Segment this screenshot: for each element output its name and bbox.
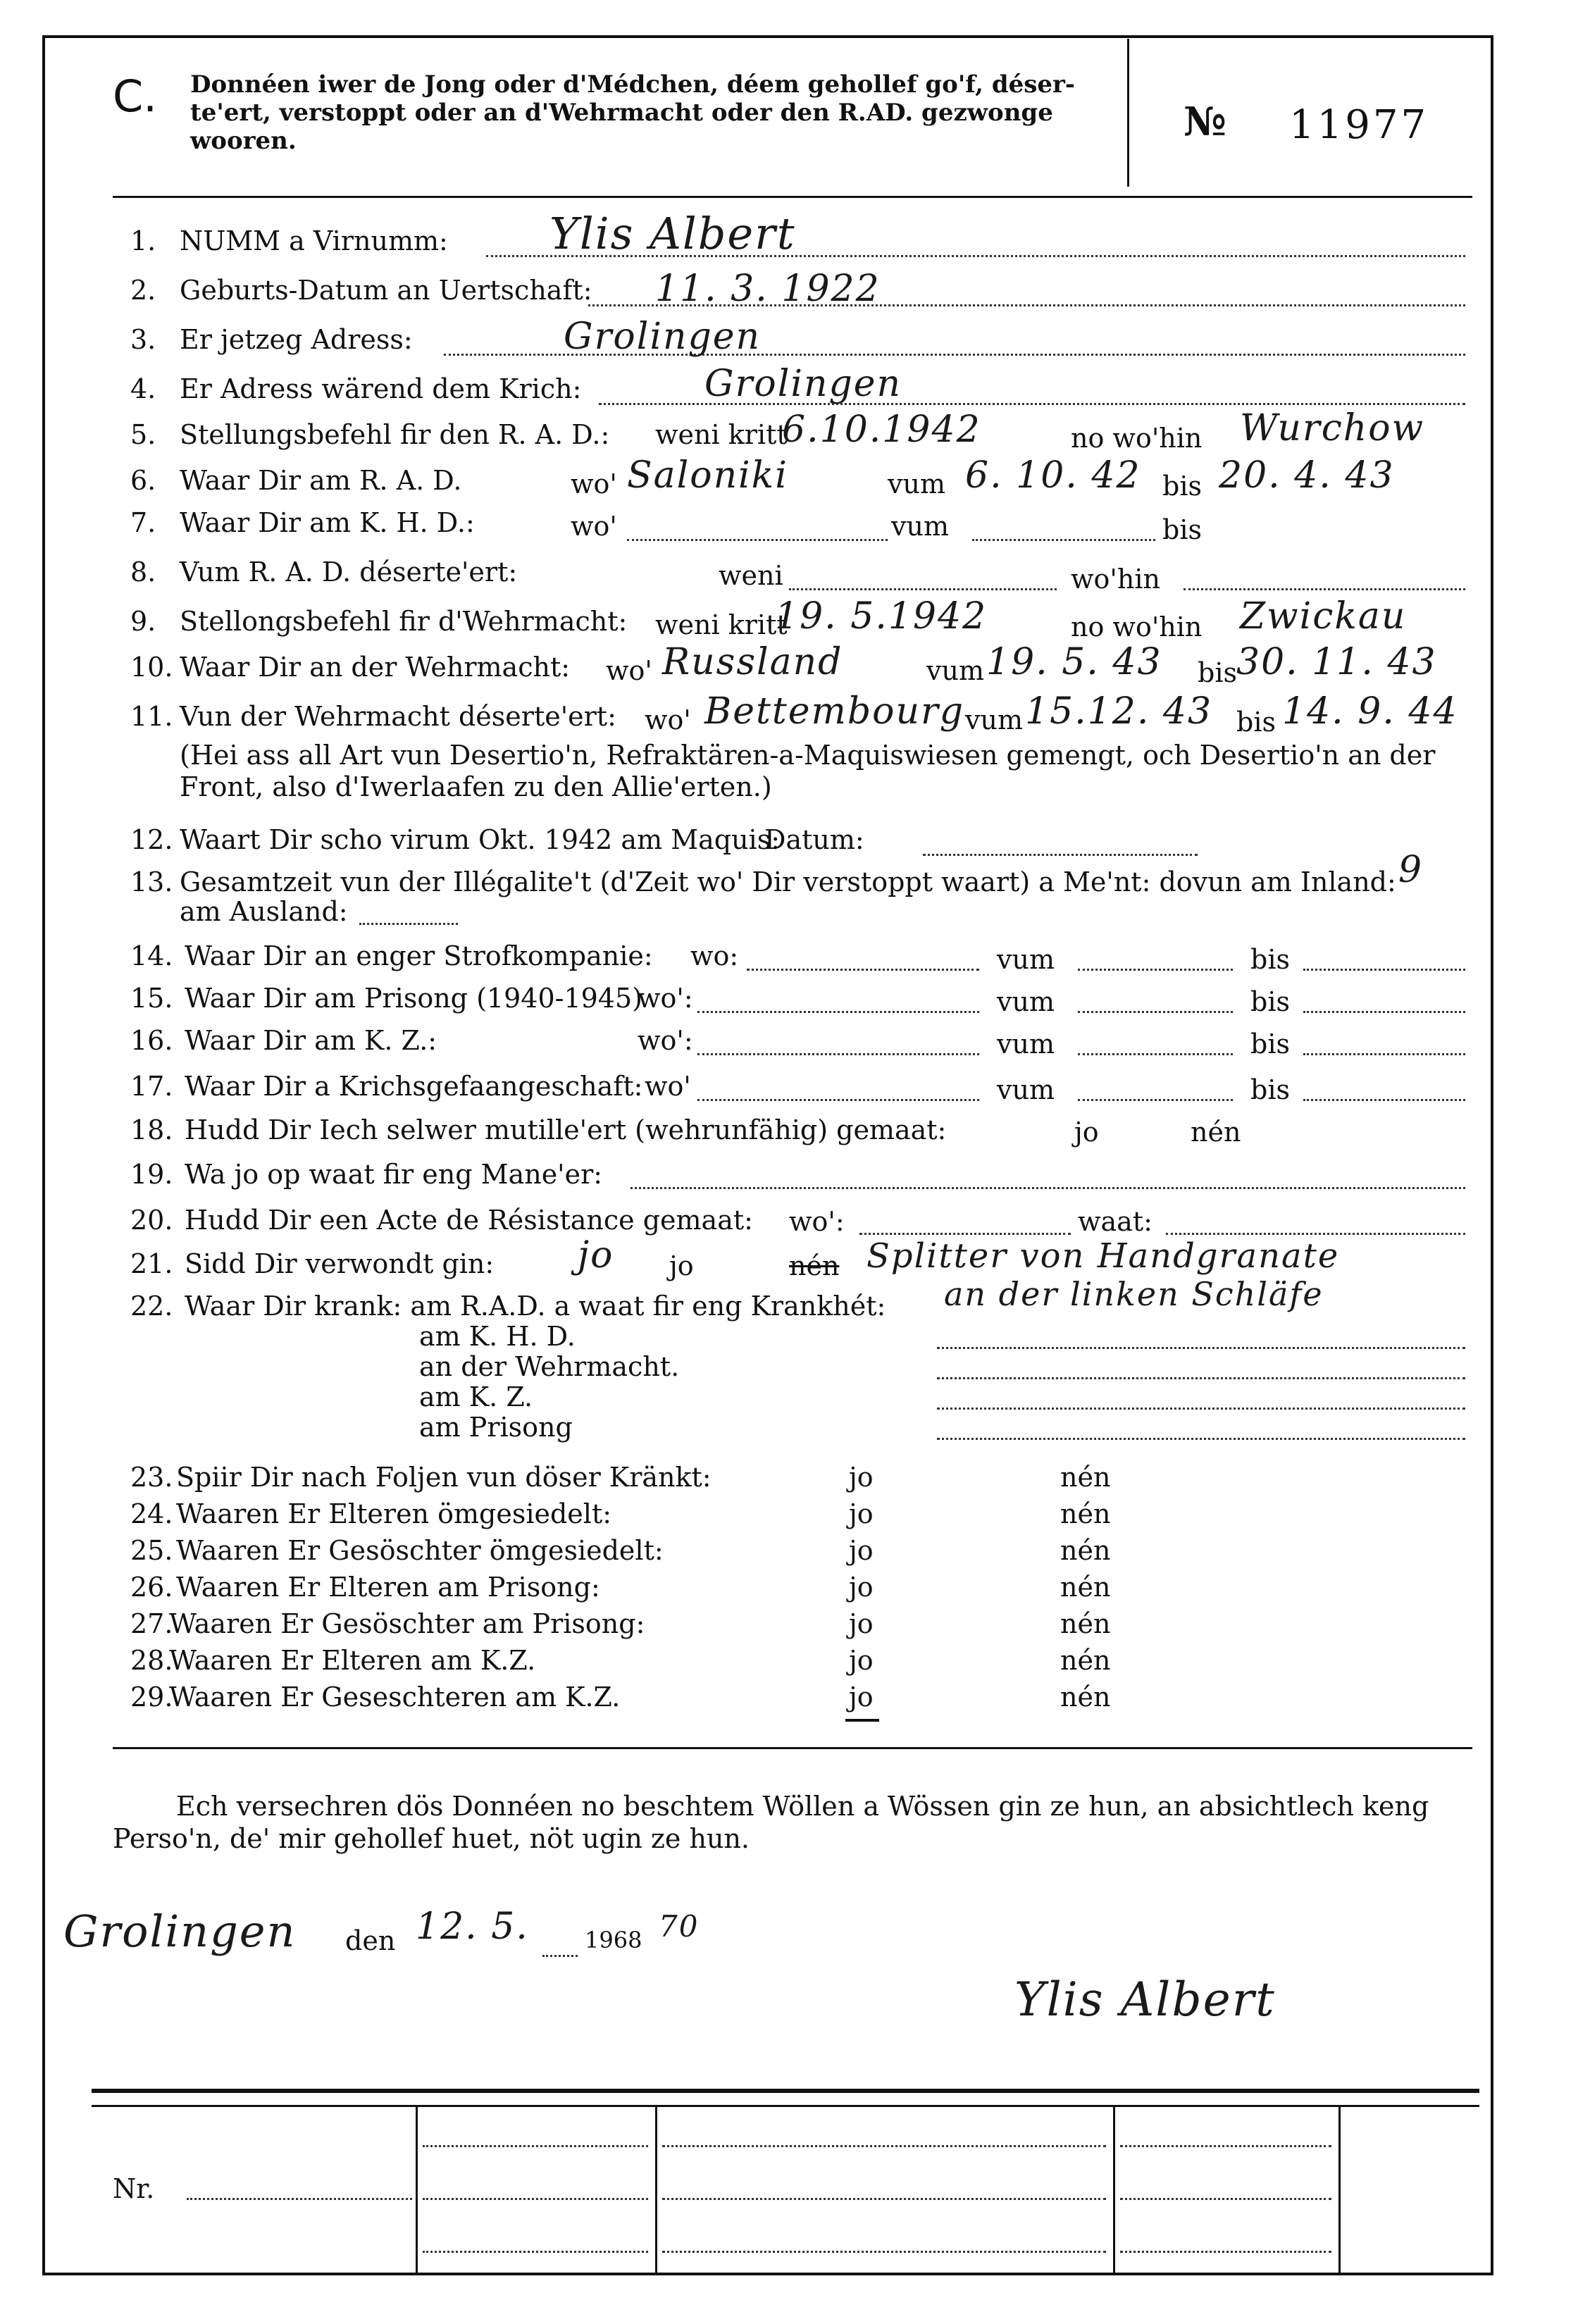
desertion-place: Bettembourg — [704, 690, 965, 733]
jo-option: jo — [849, 1462, 874, 1493]
bis-label: bis — [1250, 986, 1290, 1017]
answer-line — [1078, 969, 1233, 971]
wehrmacht-order-place: Zwickau — [1240, 595, 1407, 638]
row-sublabel: am K. Z. — [419, 1381, 533, 1412]
answer-line — [542, 1955, 578, 1957]
answer-line — [697, 1011, 979, 1013]
name-answer: Ylis Albert — [549, 208, 796, 259]
wound-note: an der linken Schläfe — [944, 1275, 1324, 1313]
ausland-label: am Ausland: — [180, 896, 348, 927]
row-label: Waar Dir krank: am R.A.D. a waat fir eng Krankhét: — [185, 1291, 886, 1322]
footer-line — [1120, 2251, 1331, 2253]
row-label: Waar Dir am Prisong (1940-1945) — [185, 983, 642, 1014]
wound-note: Splitter von Handgranate — [866, 1236, 1340, 1276]
row-label: Hudd Dir Iech selwer mutille'ert (wehrunfähig) gemaat: — [185, 1114, 947, 1145]
wo-label: wo' — [606, 655, 652, 686]
header-title-line: wooren. — [190, 127, 297, 155]
row-label: Vun der Wehrmacht déserte'ert: — [180, 701, 616, 732]
inland-months: 9 — [1398, 849, 1424, 891]
row-number: 28. — [130, 1645, 173, 1676]
footer-line — [1120, 2145, 1331, 2147]
wo-label: wo' — [645, 1071, 691, 1102]
row-number: 3. — [130, 324, 156, 355]
footer-line — [423, 2145, 648, 2147]
wohin-label: no wo'hin — [1071, 423, 1203, 454]
rad-order-place: Wurchow — [1240, 407, 1425, 449]
footer-line — [1120, 2198, 1331, 2200]
row-label: Waar Dir am K. H. D.: — [180, 507, 475, 538]
footer-divider — [1338, 2106, 1341, 2275]
row-label: Waar Dir a Krichsgefaangeschaft: — [185, 1071, 643, 1102]
row-label: Sidd Dir verwondt gin: — [185, 1248, 495, 1279]
jo-option: jo — [1074, 1117, 1099, 1148]
jo-option: jo — [849, 1498, 874, 1529]
row-sublabel: an der Wehrmacht. — [419, 1351, 680, 1382]
signing-date: 12. 5. — [416, 1906, 529, 1948]
section-rule — [113, 1747, 1472, 1749]
selection-underline — [845, 1719, 879, 1722]
answer-line — [359, 923, 458, 925]
answer-line — [972, 539, 1155, 541]
jo-option: jo — [849, 1572, 874, 1603]
rad-order-date: 6.10.1942 — [782, 409, 981, 451]
footer-divider — [655, 2106, 657, 2275]
jo-option: jo — [849, 1535, 874, 1566]
jo-option-selected: jo — [849, 1682, 874, 1713]
wohin-label: wo'hin — [1071, 564, 1160, 595]
row-label: NUMM a Virnumm: — [180, 225, 448, 256]
wo-label: wo' — [571, 511, 617, 542]
footer-top-rule-2 — [92, 2105, 1479, 2107]
wo-label: wo': — [789, 1206, 845, 1237]
row-number: 23. — [130, 1462, 173, 1493]
row-label: Waaren Er Elteren am Prisong: — [176, 1572, 600, 1603]
row-label: Waaren Er Gesöschter am Prisong: — [169, 1608, 645, 1639]
weni-label: weni — [719, 560, 783, 591]
row-label: Stellongsbefehl fir d'Wehrmacht: — [180, 606, 628, 637]
answer-line — [1078, 1011, 1233, 1013]
jo-option: jo — [669, 1250, 694, 1281]
row-number: 10. — [130, 652, 173, 683]
row-number: 24. — [130, 1498, 173, 1529]
rad-from: 6. 10. 42 — [965, 454, 1141, 497]
answer-line — [747, 969, 979, 971]
bis-label: bis — [1198, 657, 1237, 688]
declaration-text: Perso'n, de' mir gehollef huet, nöt ugin ze hun. — [113, 1823, 750, 1854]
nen-option: nén — [1060, 1498, 1111, 1529]
answer-line — [697, 1099, 979, 1101]
row-number: 26. — [130, 1572, 173, 1603]
header-title — [190, 70, 1099, 155]
nen-option: nén — [1060, 1682, 1111, 1713]
nen-option: nén — [1060, 1645, 1111, 1676]
wo-label: wo' — [645, 704, 691, 735]
row-label: Geburts-Datum an Uertschaft: — [180, 275, 592, 306]
answer-line — [1078, 1099, 1233, 1101]
answer-line — [789, 588, 1057, 590]
answer-line — [859, 1233, 1071, 1235]
wo-label: wo' — [571, 468, 617, 499]
row-label: Waar Dir an enger Strofkompanie: — [185, 940, 653, 971]
den-label: den — [345, 1925, 396, 1956]
row-number: 19. — [130, 1159, 173, 1190]
row-number: 2. — [130, 275, 156, 306]
footer-line — [662, 2198, 1106, 2200]
wounded-answer: jo — [578, 1234, 614, 1276]
header-divider — [1127, 39, 1129, 187]
row-label: Waar Dir am K. Z.: — [185, 1025, 437, 1056]
row-number: 29. — [130, 1682, 173, 1713]
answer-line — [937, 1408, 1465, 1410]
row-number: 12. — [130, 824, 173, 855]
vum-label: vum — [997, 986, 1055, 1017]
wehrmacht-from: 19. 5. 43 — [986, 641, 1162, 683]
wo-label: wo': — [638, 1025, 693, 1056]
signing-place: Grolingen — [63, 1906, 297, 1957]
nr-line — [187, 2198, 412, 2200]
row-number: 6. — [130, 465, 156, 496]
vum-label: vum — [997, 1029, 1055, 1060]
answer-line — [937, 1438, 1465, 1440]
bis-label: bis — [1236, 707, 1276, 738]
answer-line — [627, 539, 888, 541]
nen-option: nén — [1060, 1535, 1111, 1566]
row-label: Waaren Er Gesöschter ömgesiedelt: — [176, 1535, 664, 1566]
row-sublabel: am K. H. D. — [419, 1321, 576, 1352]
answer-line — [1166, 1233, 1465, 1235]
row-label: Waar Dir an der Wehrmacht: — [180, 652, 571, 683]
row-number: 27. — [130, 1608, 173, 1639]
vum-label: vum — [965, 704, 1023, 735]
row-number: 13. — [130, 866, 173, 897]
rad-to: 20. 4. 43 — [1219, 454, 1395, 497]
row-number: 15. — [130, 983, 173, 1014]
weni-label: weni kritt — [655, 419, 788, 450]
answer-line — [1184, 588, 1465, 590]
row-number: 1. — [130, 225, 156, 256]
desertion-to: 14. 9. 44 — [1282, 690, 1458, 733]
nen-option: nén — [1060, 1462, 1111, 1493]
row-label: Gesamtzeit vun der Illégalite't (d'Zeit wo' Dir verstoppt waart) a Me'nt: dovun am Inland: — [180, 866, 1396, 897]
row-number: 4. — [130, 373, 156, 404]
answer-line — [1303, 969, 1465, 971]
header-title-line: te'ert, verstoppt oder an d'Wehrmacht oder den R.AD. gezwonge — [190, 99, 1053, 127]
row-number: 18. — [130, 1114, 173, 1145]
row-label: Waaren Er Elteren ömgesiedelt: — [176, 1498, 612, 1529]
footer-line — [662, 2145, 1106, 2147]
year-printed: 1968 — [585, 1927, 642, 1953]
row-number: 5. — [130, 419, 156, 450]
row-number: 16. — [130, 1025, 173, 1056]
signature: Ylis Albert — [1014, 1972, 1276, 2027]
nen-option: nén — [1060, 1572, 1111, 1603]
header-rule — [113, 196, 1472, 198]
answer-line — [923, 854, 1198, 856]
nen-option: nén — [1191, 1117, 1241, 1148]
war-address-answer: Grolingen — [704, 363, 902, 405]
answer-line — [630, 1187, 1465, 1189]
declaration-text: Ech versechren dös Donnéen no beschtem Wöllen a Wössen gin ze hun, an absichtlech keng — [176, 1791, 1429, 1822]
row-label: Vum R. A. D. déserte'ert: — [180, 557, 518, 588]
footer-line — [423, 2198, 648, 2200]
row-number: 20. — [130, 1205, 173, 1236]
year-handwritten: 70 — [659, 1909, 700, 1944]
jo-option: jo — [849, 1608, 874, 1639]
bis-label: bis — [1162, 471, 1202, 502]
row-number: 17. — [130, 1071, 173, 1102]
answer-line — [1303, 1011, 1465, 1013]
row-label: Wa jo op waat fir eng Mane'er: — [185, 1159, 603, 1190]
vum-label: vum — [888, 468, 945, 499]
row-label: Spiir Dir nach Foljen vun döser Kränkt: — [176, 1462, 712, 1493]
row-number: 21. — [130, 1248, 173, 1279]
footer-line — [423, 2251, 648, 2253]
header-title-line: Donnéen iwer de Jong oder d'Médchen, déem gehollef go'f, déser- — [190, 70, 1076, 99]
number-symbol: № — [1184, 99, 1226, 145]
vum-label: vum — [891, 511, 949, 542]
desertion-from: 15.12. 43 — [1025, 690, 1213, 733]
row-number: 9. — [130, 606, 156, 637]
vum-label: vum — [997, 944, 1055, 975]
row-note: (Hei ass all Art vun Desertio'n, Refraktären-a-Maquiswiesen gemengt, och Desertio'n an der — [180, 740, 1436, 771]
datum-label: Datum: — [764, 824, 864, 855]
section-letter: C. — [113, 70, 157, 122]
wo-label: wo: — [690, 940, 739, 971]
row-label: Er jetzeg Adress: — [180, 324, 413, 355]
row-label: Hudd Dir een Acte de Résistance gemaat: — [185, 1205, 753, 1236]
row-number: 14. — [130, 940, 173, 971]
jo-option: jo — [849, 1645, 874, 1676]
vum-label: vum — [997, 1074, 1055, 1105]
form-number: 11977 — [1289, 102, 1429, 148]
wo-label: wo': — [638, 983, 693, 1014]
rad-place: Saloniki — [627, 454, 788, 497]
vum-label: vum — [926, 655, 984, 686]
row-number: 11. — [130, 701, 173, 732]
nen-option-struck: nén — [789, 1250, 840, 1281]
row-number: 25. — [130, 1535, 173, 1566]
answer-line — [1303, 1053, 1465, 1055]
bis-label: bis — [1250, 1074, 1290, 1105]
row-label: Stellungsbefehl fir den R. A. D.: — [180, 419, 610, 450]
row-label: Waaren Er Elteren am K.Z. — [169, 1645, 536, 1676]
row-number: 7. — [130, 507, 156, 538]
row-sublabel: am Prisong — [419, 1412, 573, 1443]
wehrmacht-to: 30. 11. 43 — [1236, 641, 1437, 683]
answer-line — [1303, 1099, 1465, 1101]
address-answer: Grolingen — [564, 316, 762, 358]
wehrmacht-order-date: 19. 5.1942 — [775, 595, 988, 638]
footer-divider — [1113, 2106, 1115, 2275]
bis-label: bis — [1162, 514, 1202, 545]
bis-label: bis — [1250, 1029, 1290, 1060]
answer-line — [937, 1347, 1465, 1349]
bis-label: bis — [1250, 944, 1290, 975]
row-label: Waar Dir am R. A. D. — [180, 465, 462, 496]
nen-option: nén — [1060, 1608, 1111, 1639]
answer-line — [1078, 1053, 1233, 1055]
birthdate-answer: 11. 3. 1922 — [655, 268, 881, 310]
answer-line — [697, 1053, 979, 1055]
row-label: Er Adress wärend dem Krich: — [180, 373, 582, 404]
nr-label: Nr. — [113, 2173, 155, 2204]
footer-divider — [416, 2106, 418, 2275]
row-label: Waaren Er Geseschteren am K.Z. — [169, 1682, 621, 1713]
footer-line — [662, 2251, 1106, 2253]
waat-label: waat: — [1078, 1206, 1153, 1237]
wehrmacht-place: Russland — [662, 641, 843, 683]
row-number: 8. — [130, 557, 156, 588]
weni-label: weni kritt — [655, 609, 788, 640]
row-note: Front, also d'Iwerlaafen zu den Allie'erten.) — [180, 771, 772, 802]
footer-top-rule — [92, 2089, 1479, 2093]
row-number: 22. — [130, 1291, 173, 1322]
row-label: Waart Dir scho virum Okt. 1942 am Maquis: — [180, 824, 781, 855]
answer-line — [937, 1377, 1465, 1379]
wohin-label: no wo'hin — [1071, 611, 1203, 642]
